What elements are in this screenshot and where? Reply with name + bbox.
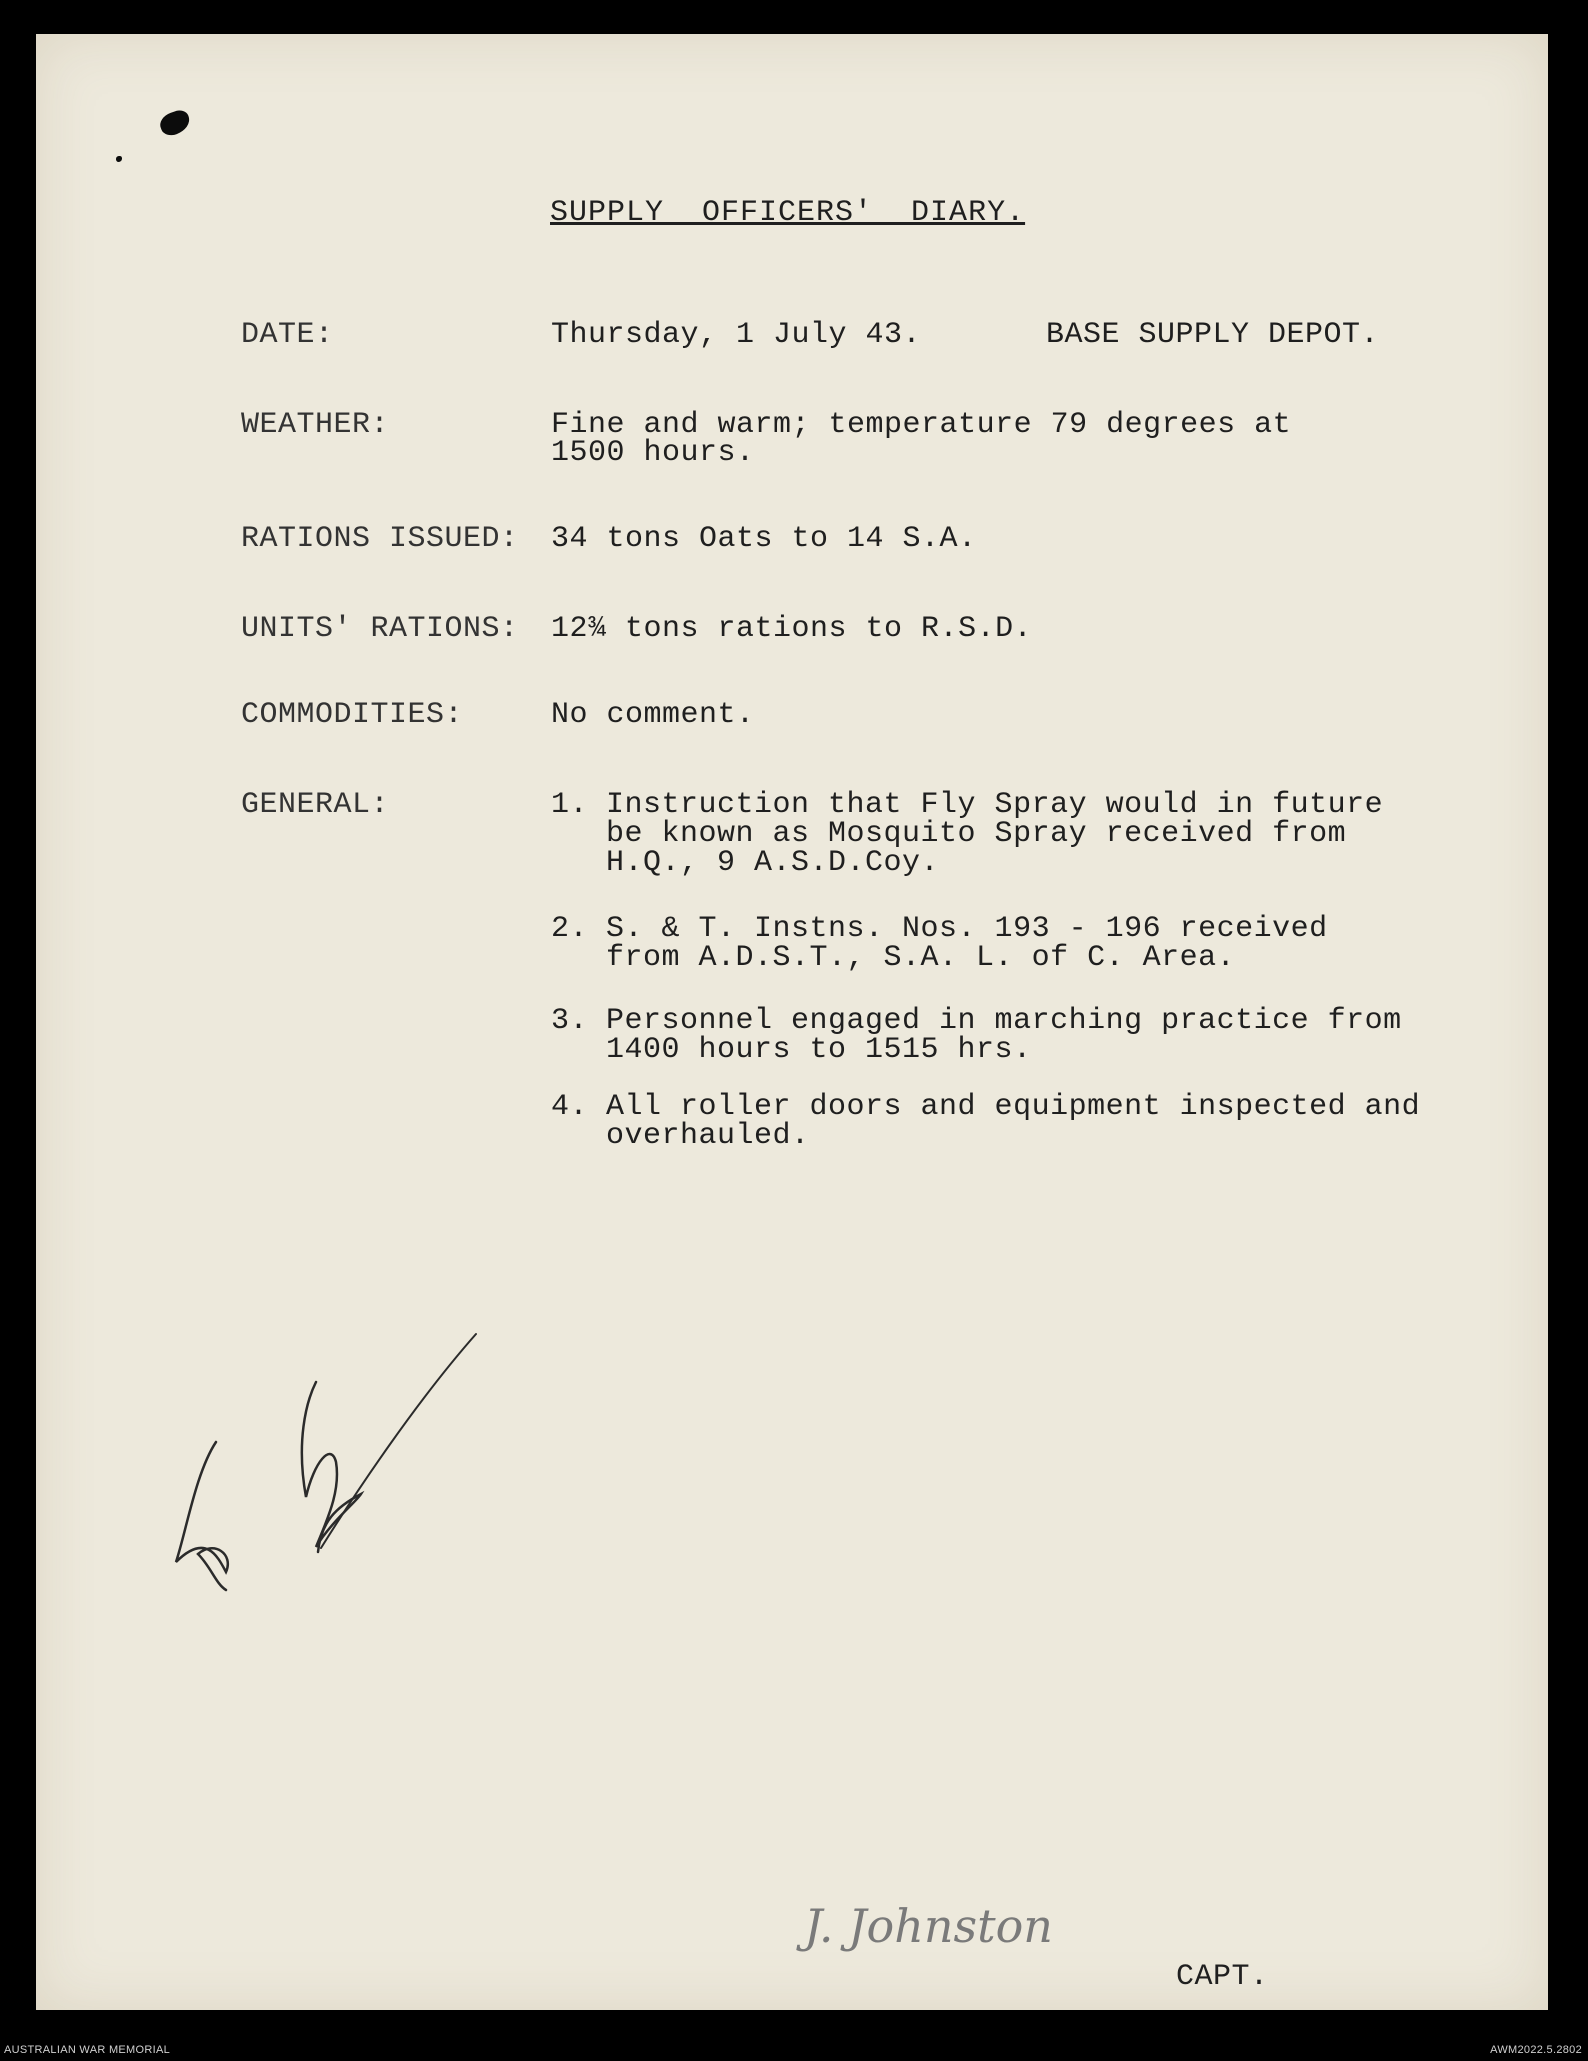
weather-line-1: Fine and warm; temperature 79 degrees at <box>551 408 1292 442</box>
general-item-number: 3. <box>551 1004 589 1038</box>
general-item-line: S. & T. Instns. Nos. 193 - 196 received <box>606 912 1328 946</box>
archive-credit: AUSTRALIAN WAR MEMORIAL <box>4 2044 171 2056</box>
archive-id: AWM2022.5.2802 <box>1490 2044 1582 2056</box>
general-item-line: All roller doors and equipment inspected and <box>606 1090 1421 1124</box>
general-item-line: Personnel engaged in marching practice from <box>606 1004 1402 1038</box>
weather-label: WEATHER: <box>241 408 390 442</box>
officer-signature <box>794 1894 1094 1974</box>
general-item-line: 1400 hours to 1515 hrs. <box>606 1033 1032 1067</box>
commodities-value: No comment. <box>551 698 755 732</box>
punch-hole-small <box>116 156 122 162</box>
general-item-line: Instruction that Fly Spray would in future <box>606 788 1384 822</box>
rank: CAPT. <box>1176 1960 1269 1994</box>
general-item-line: overhauled. <box>606 1119 810 1153</box>
weather-line-2: 1500 hours. <box>551 436 755 470</box>
general-item-number: 2. <box>551 912 589 946</box>
rations-issued-label: RATIONS ISSUED: <box>241 522 519 556</box>
initials-scribble <box>156 1322 516 1612</box>
document-title: SUPPLY OFFICERS' DIARY. <box>550 196 1026 230</box>
general-label: GENERAL: <box>241 788 390 822</box>
general-item-number: 1. <box>551 788 589 822</box>
rations-issued-value: 34 tons Oats to 14 S.A. <box>551 522 977 556</box>
date-value: Thursday, 1 July 43. <box>551 318 922 352</box>
general-item-line: from A.D.S.T., S.A. L. of C. Area. <box>606 941 1236 975</box>
unit-name: BASE SUPPLY DEPOT. <box>1046 318 1380 352</box>
svg-text:J. Johnston: J. Johnston <box>804 1899 1053 1953</box>
commodities-label: COMMODITIES: <box>241 698 464 732</box>
general-item-line: be known as Mosquito Spray received from <box>606 817 1347 851</box>
date-label: DATE: <box>241 318 334 352</box>
general-item-line: H.Q., 9 A.S.D.Coy. <box>606 846 940 880</box>
punch-hole <box>157 108 193 139</box>
document-page <box>36 34 1548 2010</box>
units-rations-label: UNITS' RATIONS: <box>241 612 519 646</box>
general-item-number: 4. <box>551 1090 589 1124</box>
units-rations-value: 12¾ tons rations to R.S.D. <box>551 612 1033 646</box>
